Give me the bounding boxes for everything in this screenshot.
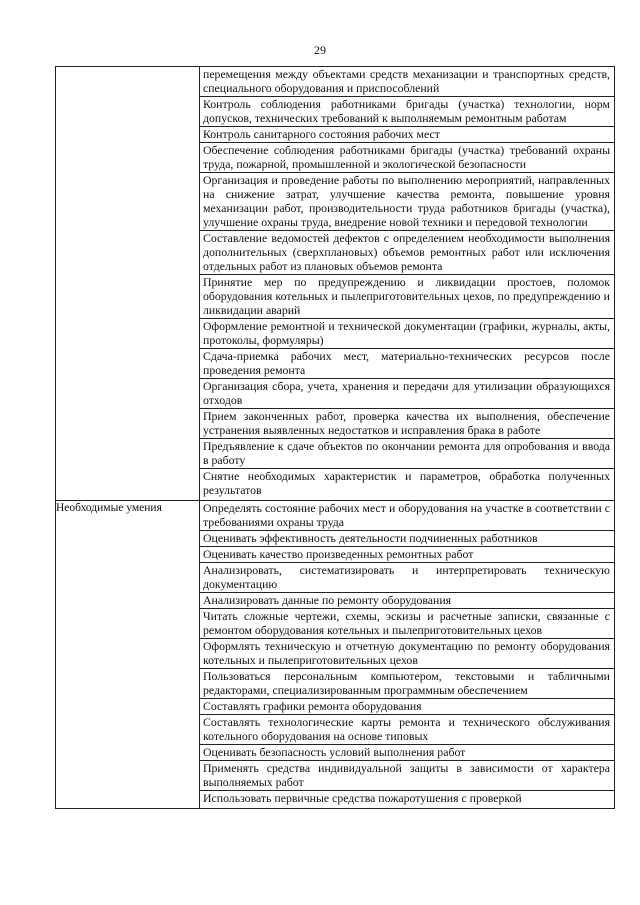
list-item: Использовать первичные средства пожаротушения с проверкой: [203, 791, 522, 805]
list-item: Оценивать качество произведенных ремонтных работ: [200, 547, 614, 563]
list-item: Организация и проведение работы по выполнению мероприятий, направленных на снижение затрат, улучшение качества ремонта, повышение уровня механизации работ, производительности труда работников бригады (участка), улучшение охраны труда, внедрение новой техники и передовой технологии: [200, 173, 614, 231]
list-item: Оценивать эффективность деятельности подчиненных работников: [200, 531, 614, 547]
list-item: Оформлять техническую и отчетную документацию по ремонту оборудования котельных и пылеприготовительных цехов: [200, 639, 614, 669]
list-item: Сдача-приемка рабочих мест, материально-технических ресурсов после проведения ремонта: [200, 349, 614, 379]
table-row: [56, 501, 615, 809]
items-cell-skills: [200, 501, 615, 809]
list-item: Определять состояние рабочих мест и оборудования на участке в соответствии с требованиями охраны труда: [200, 501, 614, 531]
list-item: Контроль соблюдения работниками бригады (участка) технологии, норм допусков, технических требований к выполняемым ремонтным работам: [200, 97, 614, 127]
list-item: Организация сбора, учета, хранения и передачи для утилизации образующихся отходов: [200, 379, 614, 409]
page-number: 29: [314, 43, 326, 57]
list-item: Принятие мер по предупреждению и ликвидации простоев, поломок оборудования котельных и пылеприготовительных цехов, по предупреждению и ликвидации аварий: [200, 275, 614, 319]
items-cell-continued: [200, 67, 615, 501]
list-item: Предъявление к сдаче объектов по окончании ремонта для опробования и ввода в работу: [200, 439, 614, 469]
list-item: Оценивать безопасность условий выполнения работ: [200, 745, 614, 761]
label-cell-empty: [56, 67, 200, 501]
list-item: Анализировать данные по ремонту оборудования: [200, 593, 614, 609]
list-item: Составление ведомостей дефектов с определением необходимости выполнения дополнительных (сверхплановых) объемов ремонтных работ или исключения отдельных работ из плановых объемов ремонта: [200, 231, 614, 275]
list-item: Пользоваться персональным компьютером, текстовыми и табличными редакторами, специализированным программным обеспечением: [200, 669, 614, 699]
list-item: Анализировать, систематизировать и интерпретировать техническую документацию: [200, 563, 614, 593]
skills-label: Необходимые умения: [56, 501, 200, 809]
list-item: перемещения между объектами средств механизации и транспортных средств, специального оборудования и приспособлений: [200, 67, 614, 97]
table-row: [56, 67, 615, 501]
list-item: Составлять технологические карты ремонта и технического обслуживания котельного оборудования на основе типовых: [200, 715, 614, 745]
list-item: Читать сложные чертежи, схемы, эскизы и расчетные записки, связанные с ремонтом оборудования котельных и пылеприготовительных цехов: [200, 609, 614, 639]
list-item: Контроль санитарного состояния рабочих мест: [200, 127, 614, 143]
list-item: Обеспечение соблюдения работниками бригады (участка) требований охраны труда, пожарной, промышленной и экологической безопасности: [200, 143, 614, 173]
list-item: Оформление ремонтной и технической документации (графики, журналы, акты, протоколы, формуляры): [200, 319, 614, 349]
list-item: Прием законченных работ, проверка качества их выполнения, обеспечение устранения выявленных недостатков и исправления брака в работе: [200, 409, 614, 439]
list-item: Применять средства индивидуальной защиты в зависимости от характера выполняемых работ: [200, 761, 614, 791]
list-item: Снятие необходимых характеристик и параметров, обработка полученных результатов: [203, 469, 610, 497]
list-item: Составлять графики ремонта оборудования: [200, 699, 614, 715]
job-functions-table: [55, 66, 615, 809]
